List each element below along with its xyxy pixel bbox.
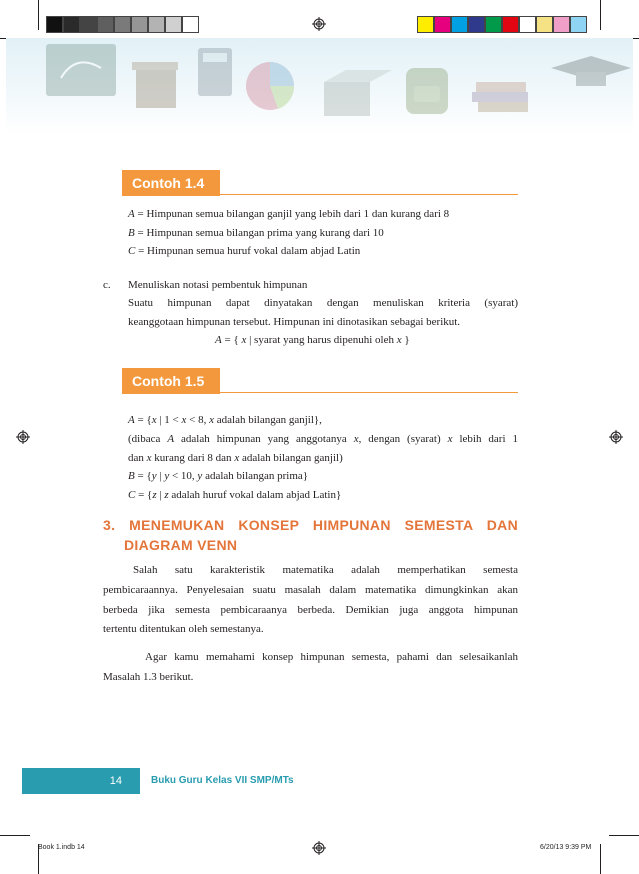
example-1-5-line3: dan x kurang dari 8 dan x adalah bilangan ganjil)	[128, 452, 343, 464]
grayscale-swatch	[131, 16, 148, 33]
slug-date-info: 6/20/13 9:39 PM	[540, 844, 592, 851]
grayscale-swatch	[46, 16, 63, 33]
cmyk-swatch	[417, 16, 434, 33]
section-3-heading-line2: DIAGRAM VENN	[124, 537, 238, 553]
section-3-paragraph1-line4: tertentu ditentukan oleh semestanya.	[103, 623, 264, 635]
grayscale-color-bar	[46, 16, 199, 33]
example-1-4-rule	[220, 194, 518, 195]
section-3-heading-line1: 3. MENEMUKAN KONSEP HIMPUNAN SEMESTA DAN	[103, 517, 518, 533]
section-3-paragraph1-line2: pembicaraannya. Penyelesaian suatu masalah dalam matematika dimungkinkan akan	[103, 584, 518, 596]
cmyk-swatch	[451, 16, 468, 33]
example-1-4-set-c: C = Himpunan semua huruf vokal dalam abjad Latin	[128, 245, 361, 257]
cmyk-swatch	[536, 16, 553, 33]
registration-mark-icon	[312, 17, 326, 31]
cmyk-swatch	[485, 16, 502, 33]
grayscale-swatch	[63, 16, 80, 33]
cmyk-color-bar	[417, 16, 587, 33]
registration-mark-icon	[609, 430, 623, 444]
school-objects-illustration	[6, 38, 633, 134]
example-1-5-rule	[220, 392, 518, 393]
example-1-4-set-b: B = Himpunan semua bilangan prima yang kurang dari 10	[128, 227, 384, 239]
registration-mark-icon	[16, 430, 30, 444]
registration-mark-icon	[312, 841, 326, 855]
grayscale-swatch	[148, 16, 165, 33]
grayscale-swatch	[165, 16, 182, 33]
grayscale-swatch	[182, 16, 199, 33]
example-1-5-line1: A = {x | 1 < x < 8, x adalah bilangan ganjil},	[128, 414, 322, 426]
item-c-line2: keanggotaan himpunan tersebut. Himpunan ini dinotasikan sebagai berikut.	[128, 316, 461, 328]
cmyk-swatch	[502, 16, 519, 33]
cmyk-swatch	[468, 16, 485, 33]
example-1-5-line5: C = {z | z adalah huruf vokal dalam abjad Latin}	[128, 489, 342, 501]
section-3-paragraph2-line2: Masalah 1.3 berikut.	[103, 671, 194, 683]
grayscale-swatch	[80, 16, 97, 33]
example-1-4-set-a: A = Himpunan semua bilangan ganjil yang lebih dari 1 dan kurang dari 8	[128, 208, 450, 220]
example-1-5-line4: B = {y | y < 10, y adalah bilangan prima}	[128, 470, 309, 482]
section-3-paragraph1-line3: berbeda jika semesta pembicaraanya berbeda. Demikian juga anggota himpunan	[103, 604, 518, 616]
slug-file-info: Book 1.indb 14	[38, 844, 85, 851]
grayscale-swatch	[97, 16, 114, 33]
example-1-4-title: Contoh 1.4	[122, 170, 220, 196]
section-3-paragraph2-line1: Agar kamu memahami konsep himpunan semesta, pahami dan selesaikanlah	[145, 651, 518, 663]
grayscale-swatch	[114, 16, 131, 33]
cmyk-swatch	[434, 16, 451, 33]
item-c-title: Menuliskan notasi pembentuk himpunan	[128, 279, 308, 291]
section-3-paragraph1-line1: Salah satu karakteristik matematika adalah memperhatikan semesta	[133, 564, 518, 576]
set-builder-formula: A = { x | syarat yang harus dipenuhi oleh x }	[215, 334, 410, 346]
cmyk-swatch	[519, 16, 536, 33]
page-number: 14	[22, 768, 140, 794]
item-c-line1: Suatu himpunan dapat dinyatakan dengan menuliskan kriteria (syarat)	[128, 297, 518, 309]
example-1-5-line2: (dibaca A adalah himpunan yang anggotanya x, dengan (syarat) x lebih dari 1	[128, 433, 518, 445]
header-banner	[6, 38, 633, 134]
cmyk-swatch	[570, 16, 587, 33]
item-c-label: c.	[103, 279, 111, 291]
cmyk-swatch	[553, 16, 570, 33]
book-title: Buku Guru Kelas VII SMP/MTs	[151, 775, 294, 786]
example-1-5-title: Contoh 1.5	[122, 368, 220, 394]
